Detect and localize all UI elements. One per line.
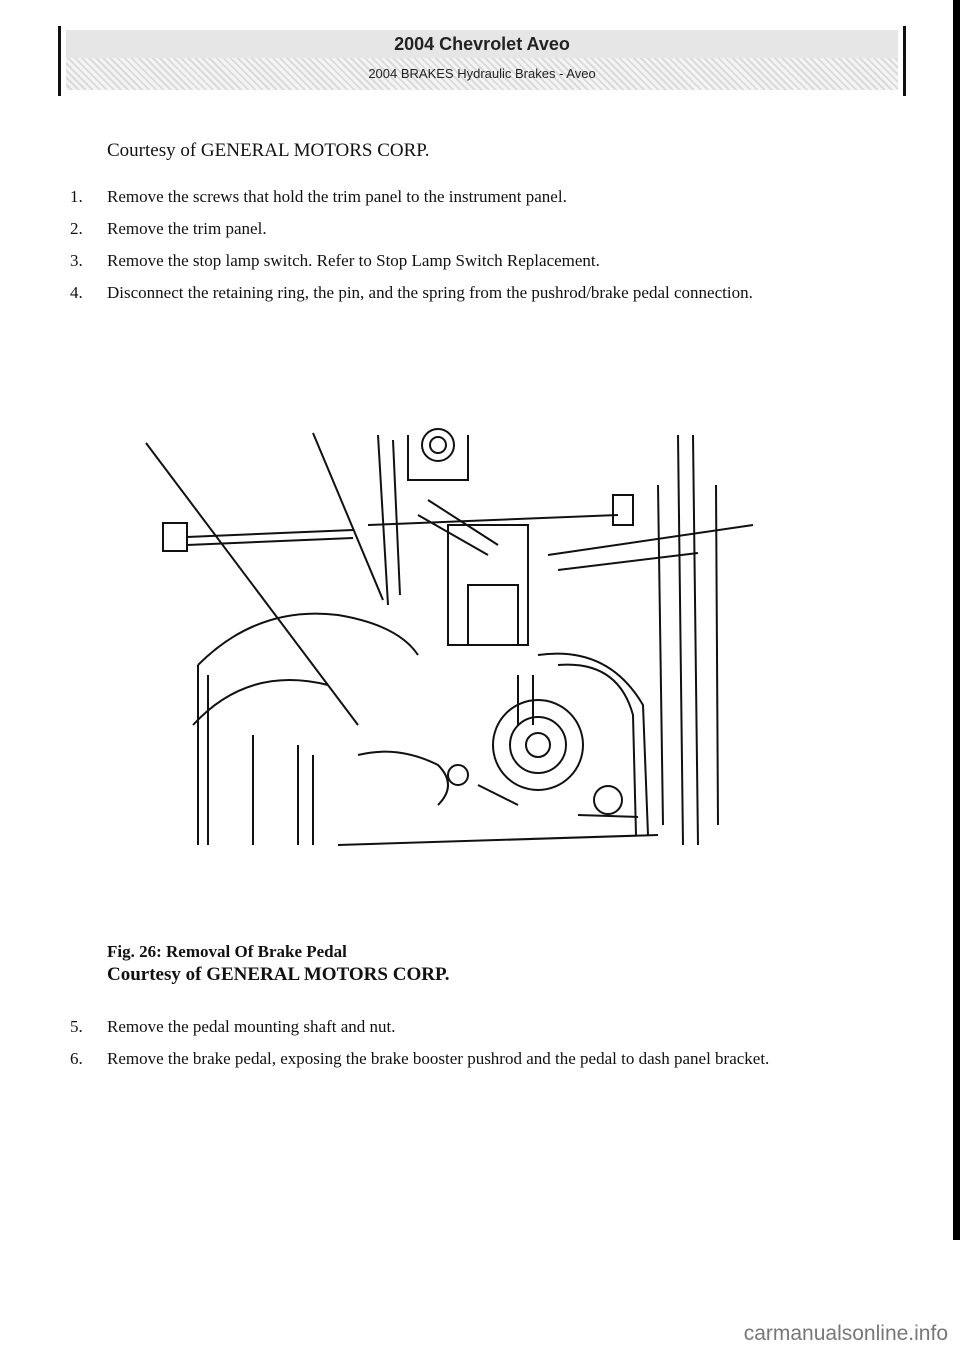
header-right-rule xyxy=(903,26,906,96)
step-text: Remove the trim panel. xyxy=(107,219,267,238)
step-number: 1. xyxy=(70,187,83,206)
figure-courtesy: Courtesy of GENERAL MOTORS CORP. xyxy=(107,964,450,985)
header-subtitle: 2004 BRAKES Hydraulic Brakes - Aveo xyxy=(66,58,898,90)
step-text: Remove the pedal mounting shaft and nut. xyxy=(107,1017,396,1036)
step-number: 2. xyxy=(70,219,83,238)
brake-pedal-illustration xyxy=(138,425,758,860)
step-number: 5. xyxy=(70,1017,83,1036)
figure-title: Fig. 26: Removal Of Brake Pedal xyxy=(107,942,347,961)
header-left-rule xyxy=(58,26,61,96)
step-text: Disconnect the retaining ring, the pin, and the spring from the pushrod/brake pedal connection. xyxy=(107,283,753,302)
step-number: 4. xyxy=(70,283,83,302)
step-text: Remove the screws that hold the trim panel to the instrument panel. xyxy=(107,187,567,206)
step-number: 6. xyxy=(70,1049,83,1068)
figure-caption xyxy=(107,942,450,986)
top-courtesy: Courtesy of GENERAL MOTORS CORP. xyxy=(107,140,430,161)
step-text: Remove the brake pedal, exposing the brake booster pushrod and the pedal to dash panel bracket. xyxy=(107,1049,770,1068)
step-number: 3. xyxy=(70,251,83,270)
step-text: Remove the stop lamp switch. Refer to Stop Lamp Switch Replacement. xyxy=(107,251,600,270)
page-edge-bar xyxy=(953,0,960,1240)
header-title: 2004 Chevrolet Aveo xyxy=(66,30,898,59)
footer-watermark[interactable]: carmanualsonline.info xyxy=(743,1322,948,1345)
